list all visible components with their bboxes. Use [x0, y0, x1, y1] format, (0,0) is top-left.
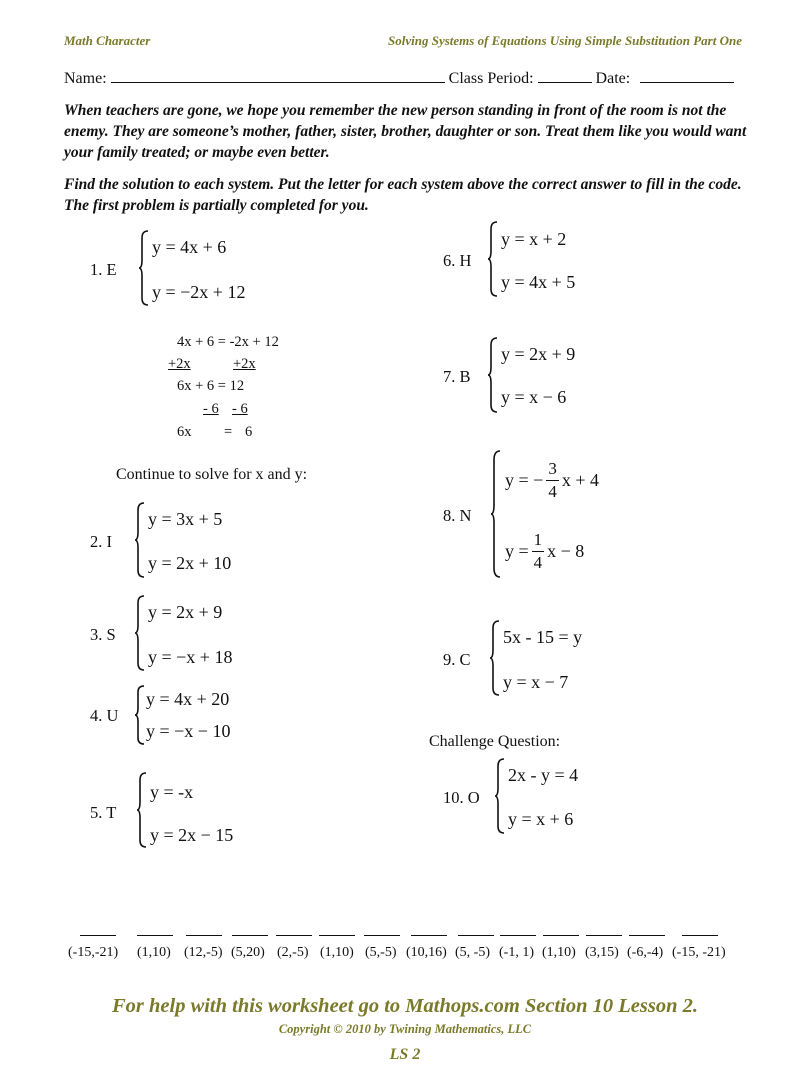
challenge-label: Challenge Question:	[429, 733, 561, 750]
answer-option: (3,15)	[585, 945, 619, 960]
problem-7-eq2: y = x − 6	[501, 387, 567, 407]
answer-option: (2,-5)	[277, 945, 309, 960]
problem-9-eq1: 5x - 15 = y	[503, 627, 583, 647]
problem-5-eq2: y = 2x − 15	[150, 825, 234, 845]
answer-blank[interactable]	[137, 935, 173, 936]
problem-8-eq2-post: x − 8	[547, 541, 585, 561]
work-line-5a: 6x	[177, 424, 192, 440]
brace-icon	[134, 502, 145, 578]
fraction	[532, 529, 545, 574]
header-right: Solving Systems of Equations Using Simple Substitution Part One	[388, 33, 742, 48]
fraction-numerator: 1	[532, 529, 545, 552]
answer-option: (-15,-21)	[68, 945, 119, 960]
work-line-2b: +2x	[233, 356, 256, 372]
name-line	[64, 68, 734, 88]
work-line-5b: =	[224, 424, 233, 440]
answer-option: (1,10)	[320, 945, 354, 960]
work-line-5c: 6	[245, 424, 253, 440]
answer-blank[interactable]	[629, 935, 665, 936]
date-field[interactable]	[640, 68, 734, 83]
problem-9-eq2: y = x − 7	[503, 672, 569, 692]
brace-icon	[138, 230, 149, 306]
answer-option: (1,10)	[137, 945, 171, 960]
problem-7-eq1: y = 2x + 9	[501, 344, 576, 364]
answer-blank[interactable]	[276, 935, 312, 936]
answer-blank[interactable]	[186, 935, 222, 936]
problem-6-eq2: y = 4x + 5	[501, 272, 576, 292]
problem-4-eq2: y = −x − 10	[146, 721, 231, 741]
answer-option: (1,10)	[542, 945, 576, 960]
brace-icon	[494, 758, 505, 834]
work-line-1: 4x + 6 = -2x + 12	[177, 334, 279, 350]
answer-blank[interactable]	[543, 935, 579, 936]
answer-blank[interactable]	[80, 935, 116, 936]
answer-option: (-1, 1)	[499, 945, 534, 960]
problem-6-label: 6. H	[443, 251, 472, 270]
answer-blank[interactable]	[500, 935, 536, 936]
work-line-4b: - 6	[232, 401, 248, 417]
problem-10-eq2: y = x + 6	[508, 809, 574, 829]
footer-copyright: Copyright © 2010 by Twining Mathematics, LLC	[278, 1022, 532, 1036]
problem-4-label: 4. U	[90, 706, 119, 725]
continue-text: Continue to solve for x and y:	[116, 466, 308, 483]
answer-option: (5,-5)	[365, 945, 397, 960]
header-left: Math Character	[64, 33, 151, 48]
answer-blank[interactable]	[586, 935, 622, 936]
answer-blank[interactable]	[682, 935, 718, 936]
problem-3-eq1: y = 2x + 9	[148, 602, 223, 622]
class-period-field[interactable]	[538, 68, 592, 83]
brace-icon	[134, 595, 145, 671]
problem-10-label: 10. O	[443, 788, 480, 807]
problem-2-eq1: y = 3x + 5	[148, 509, 223, 529]
fraction-denominator: 4	[533, 553, 543, 572]
work-line-2a: +2x	[168, 356, 191, 372]
instructions: Find the solution to each system. Put the letter for each system above the correct answer to fill in the code. The first problem is partially completed for you.	[64, 176, 742, 214]
answer-blank[interactable]	[411, 935, 447, 936]
problem-1-eq2: y = −2x + 12	[152, 282, 246, 302]
fraction-numerator: 3	[546, 458, 559, 481]
answer-option: (12,-5)	[184, 945, 223, 960]
answer-option: (5, -5)	[455, 945, 490, 960]
problem-3-eq2: y = −x + 18	[148, 647, 233, 667]
problem-3-label: 3. S	[90, 625, 116, 644]
problem-4-eq1: y = 4x + 20	[146, 689, 230, 709]
problem-2-eq2: y = 2x + 10	[148, 553, 232, 573]
problem-8-eq1	[505, 458, 599, 503]
class-period-label: Class Period:	[448, 70, 534, 87]
footer-page-label: LS 2	[389, 1046, 421, 1063]
brace-icon	[136, 772, 147, 848]
answer-blank[interactable]	[364, 935, 400, 936]
fraction-denominator: 4	[548, 482, 557, 501]
brace-icon	[134, 685, 145, 745]
answer-option: (-6,-4)	[627, 945, 664, 960]
name-field[interactable]	[111, 68, 445, 83]
brace-icon	[489, 620, 500, 696]
answer-option: (-15, -21)	[672, 945, 726, 960]
answer-option: (10,16)	[406, 945, 447, 960]
problem-9-label: 9. C	[443, 650, 471, 669]
intro-paragraph: When teachers are gone, we hope you remember the new person standing in front of the room is not the enemy. They are someone’s mother, father, sister, brother, daughter or son. Treat them like you would want your family treated; or maybe even better.	[64, 102, 747, 161]
footer-help-link[interactable]: For help with this worksheet go to Mathops.com Section 10 Lesson 2.	[111, 995, 699, 1017]
problem-1-eq1: y = 4x + 6	[152, 237, 227, 257]
problem-8-eq1-pre: y = −	[505, 470, 544, 490]
problem-8-eq1-post: x + 4	[561, 470, 599, 490]
brace-icon	[490, 450, 501, 578]
problem-2-label: 2. I	[90, 532, 112, 551]
problem-7-label: 7. B	[443, 367, 471, 386]
problem-1-label: 1. E	[90, 260, 117, 279]
name-label: Name:	[64, 70, 107, 87]
problem-8-eq2-pre: y =	[505, 541, 529, 561]
problem-5-eq1: y = -x	[150, 782, 194, 802]
work-line-4a: - 6	[203, 401, 219, 417]
answer-blank[interactable]	[319, 935, 355, 936]
problem-8-label: 8. N	[443, 506, 472, 525]
answer-blank[interactable]	[232, 935, 268, 936]
fraction	[546, 458, 559, 503]
answer-option: (5,20)	[231, 945, 265, 960]
problem-8-eq2	[505, 529, 584, 574]
date-label: Date:	[595, 70, 631, 87]
problem-6-eq1: y = x + 2	[501, 229, 567, 249]
brace-icon	[487, 337, 498, 413]
work-line-3: 6x + 6 = 12	[177, 378, 245, 394]
brace-icon	[487, 221, 498, 297]
problem-10-eq1: 2x - y = 4	[508, 765, 579, 785]
answer-blank[interactable]	[458, 935, 494, 936]
problem-5-label: 5. T	[90, 803, 117, 822]
